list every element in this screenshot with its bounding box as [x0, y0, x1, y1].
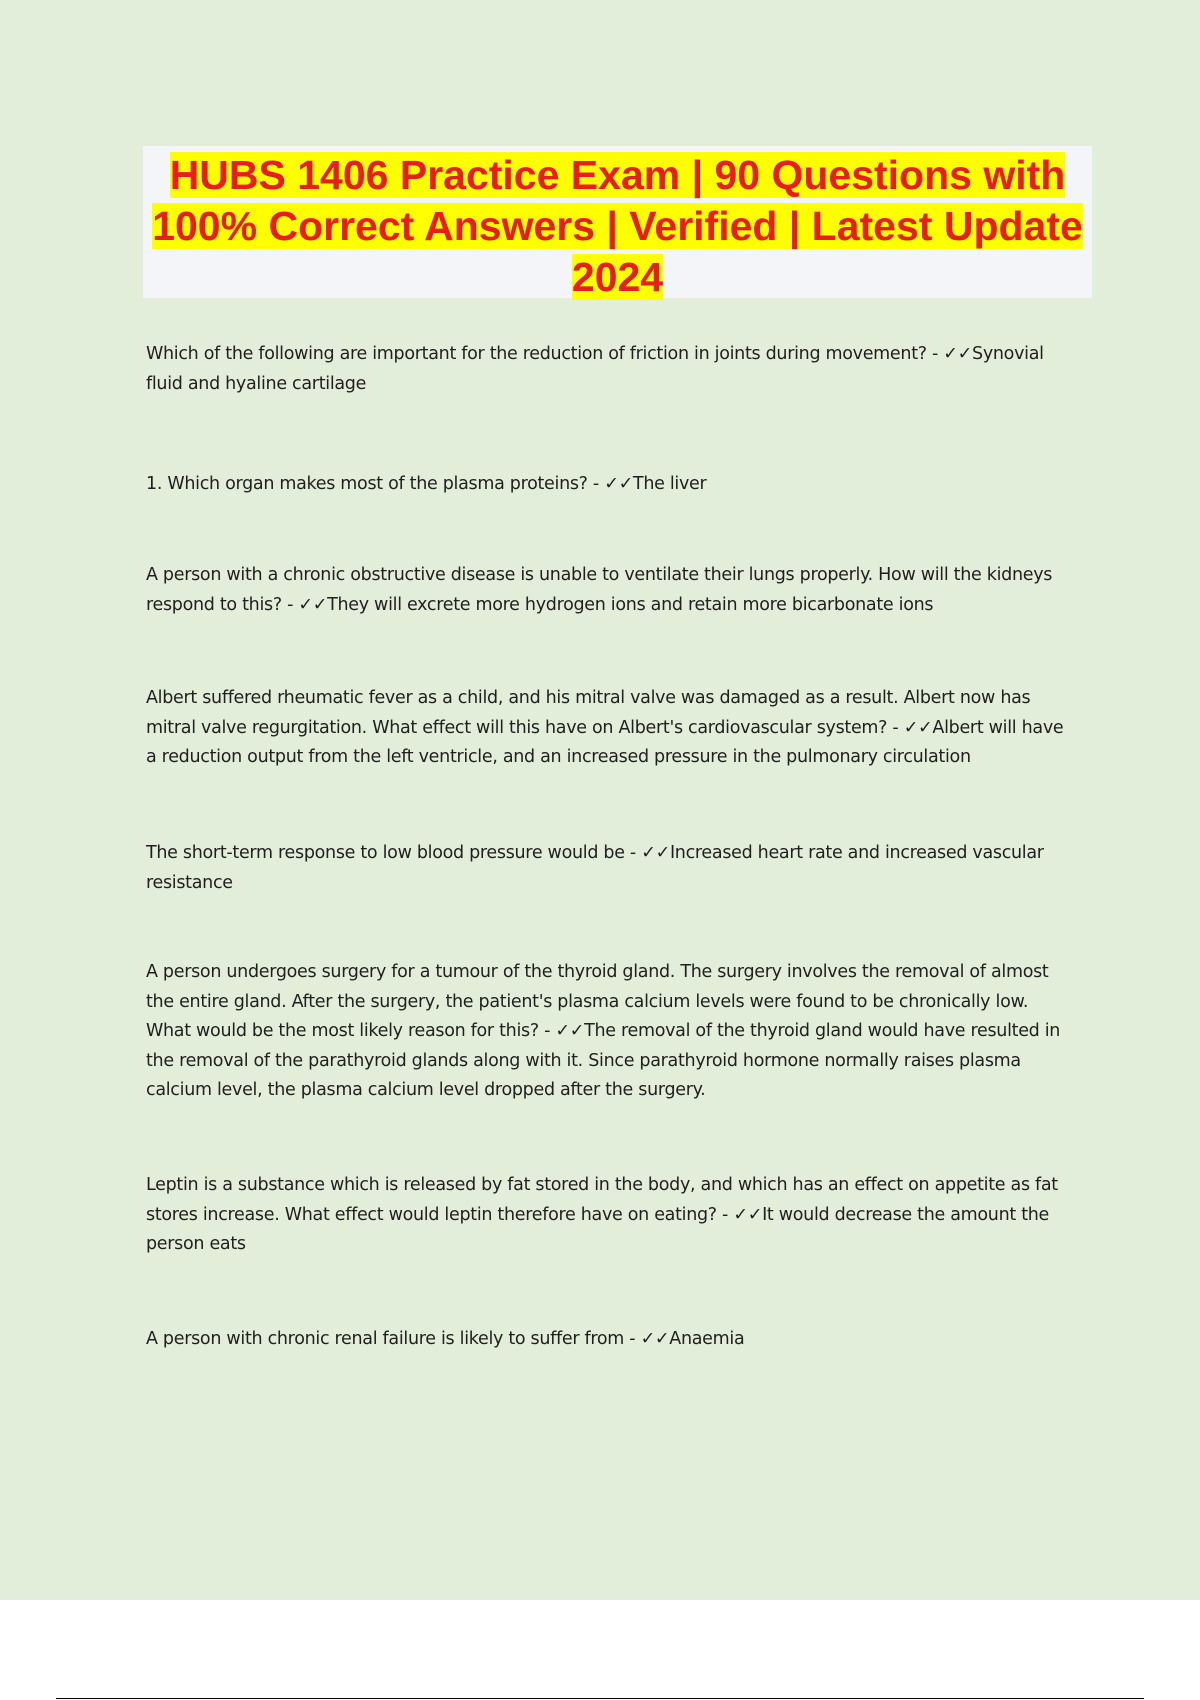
page-title: HUBS 1406 Practice Exam | 90 Questions with 100% Correct Answers | Verified | Latest Update 2024: [152, 152, 1083, 300]
qa-item-7: Leptin is a substance which is released by fat stored in the body, and which has an effect on appetite as fat stores increase. What effect would leptin therefore have on eating? - ✓✓It would decrease the amount the person eats: [146, 1175, 1058, 1254]
footer-divider: [56, 1698, 1144, 1699]
qa-item-8: A person with chronic renal failure is likely to suffer from - ✓✓Anaemia: [146, 1329, 745, 1349]
qa-item-6: A person undergoes surgery for a tumour of the thyroid gland. The surgery involves the removal of almost the entire gland. After the surgery, the patient's plasma calcium levels were found to be chronically low. What would be the most likely reason for this? - ✓✓The removal of the thyroid gland would have resulted in the removal of the parathyroid glands along with it. Since parathyroid hormone normally raises plasma calcium level, the plasma calcium level dropped after the surgery.: [146, 962, 1061, 1100]
qa-item-3: A person with a chronic obstructive disease is unable to ventilate their lungs properly. How will the kidneys respond to this? - ✓✓They will excrete more hydrogen ions and retain more bicarbonate ions: [146, 565, 1053, 615]
qa-item-1: Which of the following are important for the reduction of friction in joints during movement? - ✓✓Synovial fluid and hyaline cartilage: [146, 344, 1044, 394]
qa-item-5: The short-term response to low blood pressure would be - ✓✓Increased heart rate and increased vascular resistance: [146, 843, 1044, 893]
qa-item-2: 1. Which organ makes most of the plasma proteins? - ✓✓The liver: [146, 474, 707, 494]
title-banner: [143, 146, 1092, 298]
qa-item-4: Albert suffered rheumatic fever as a child, and his mitral valve was damaged as a result. Albert now has mitral valve regurgitation. What effect will this have on Albert's cardiovascular system? - ✓✓Albert will have a reduction output from the left ventricle, and an increased pressure in the pulmonary circulation: [146, 688, 1064, 767]
